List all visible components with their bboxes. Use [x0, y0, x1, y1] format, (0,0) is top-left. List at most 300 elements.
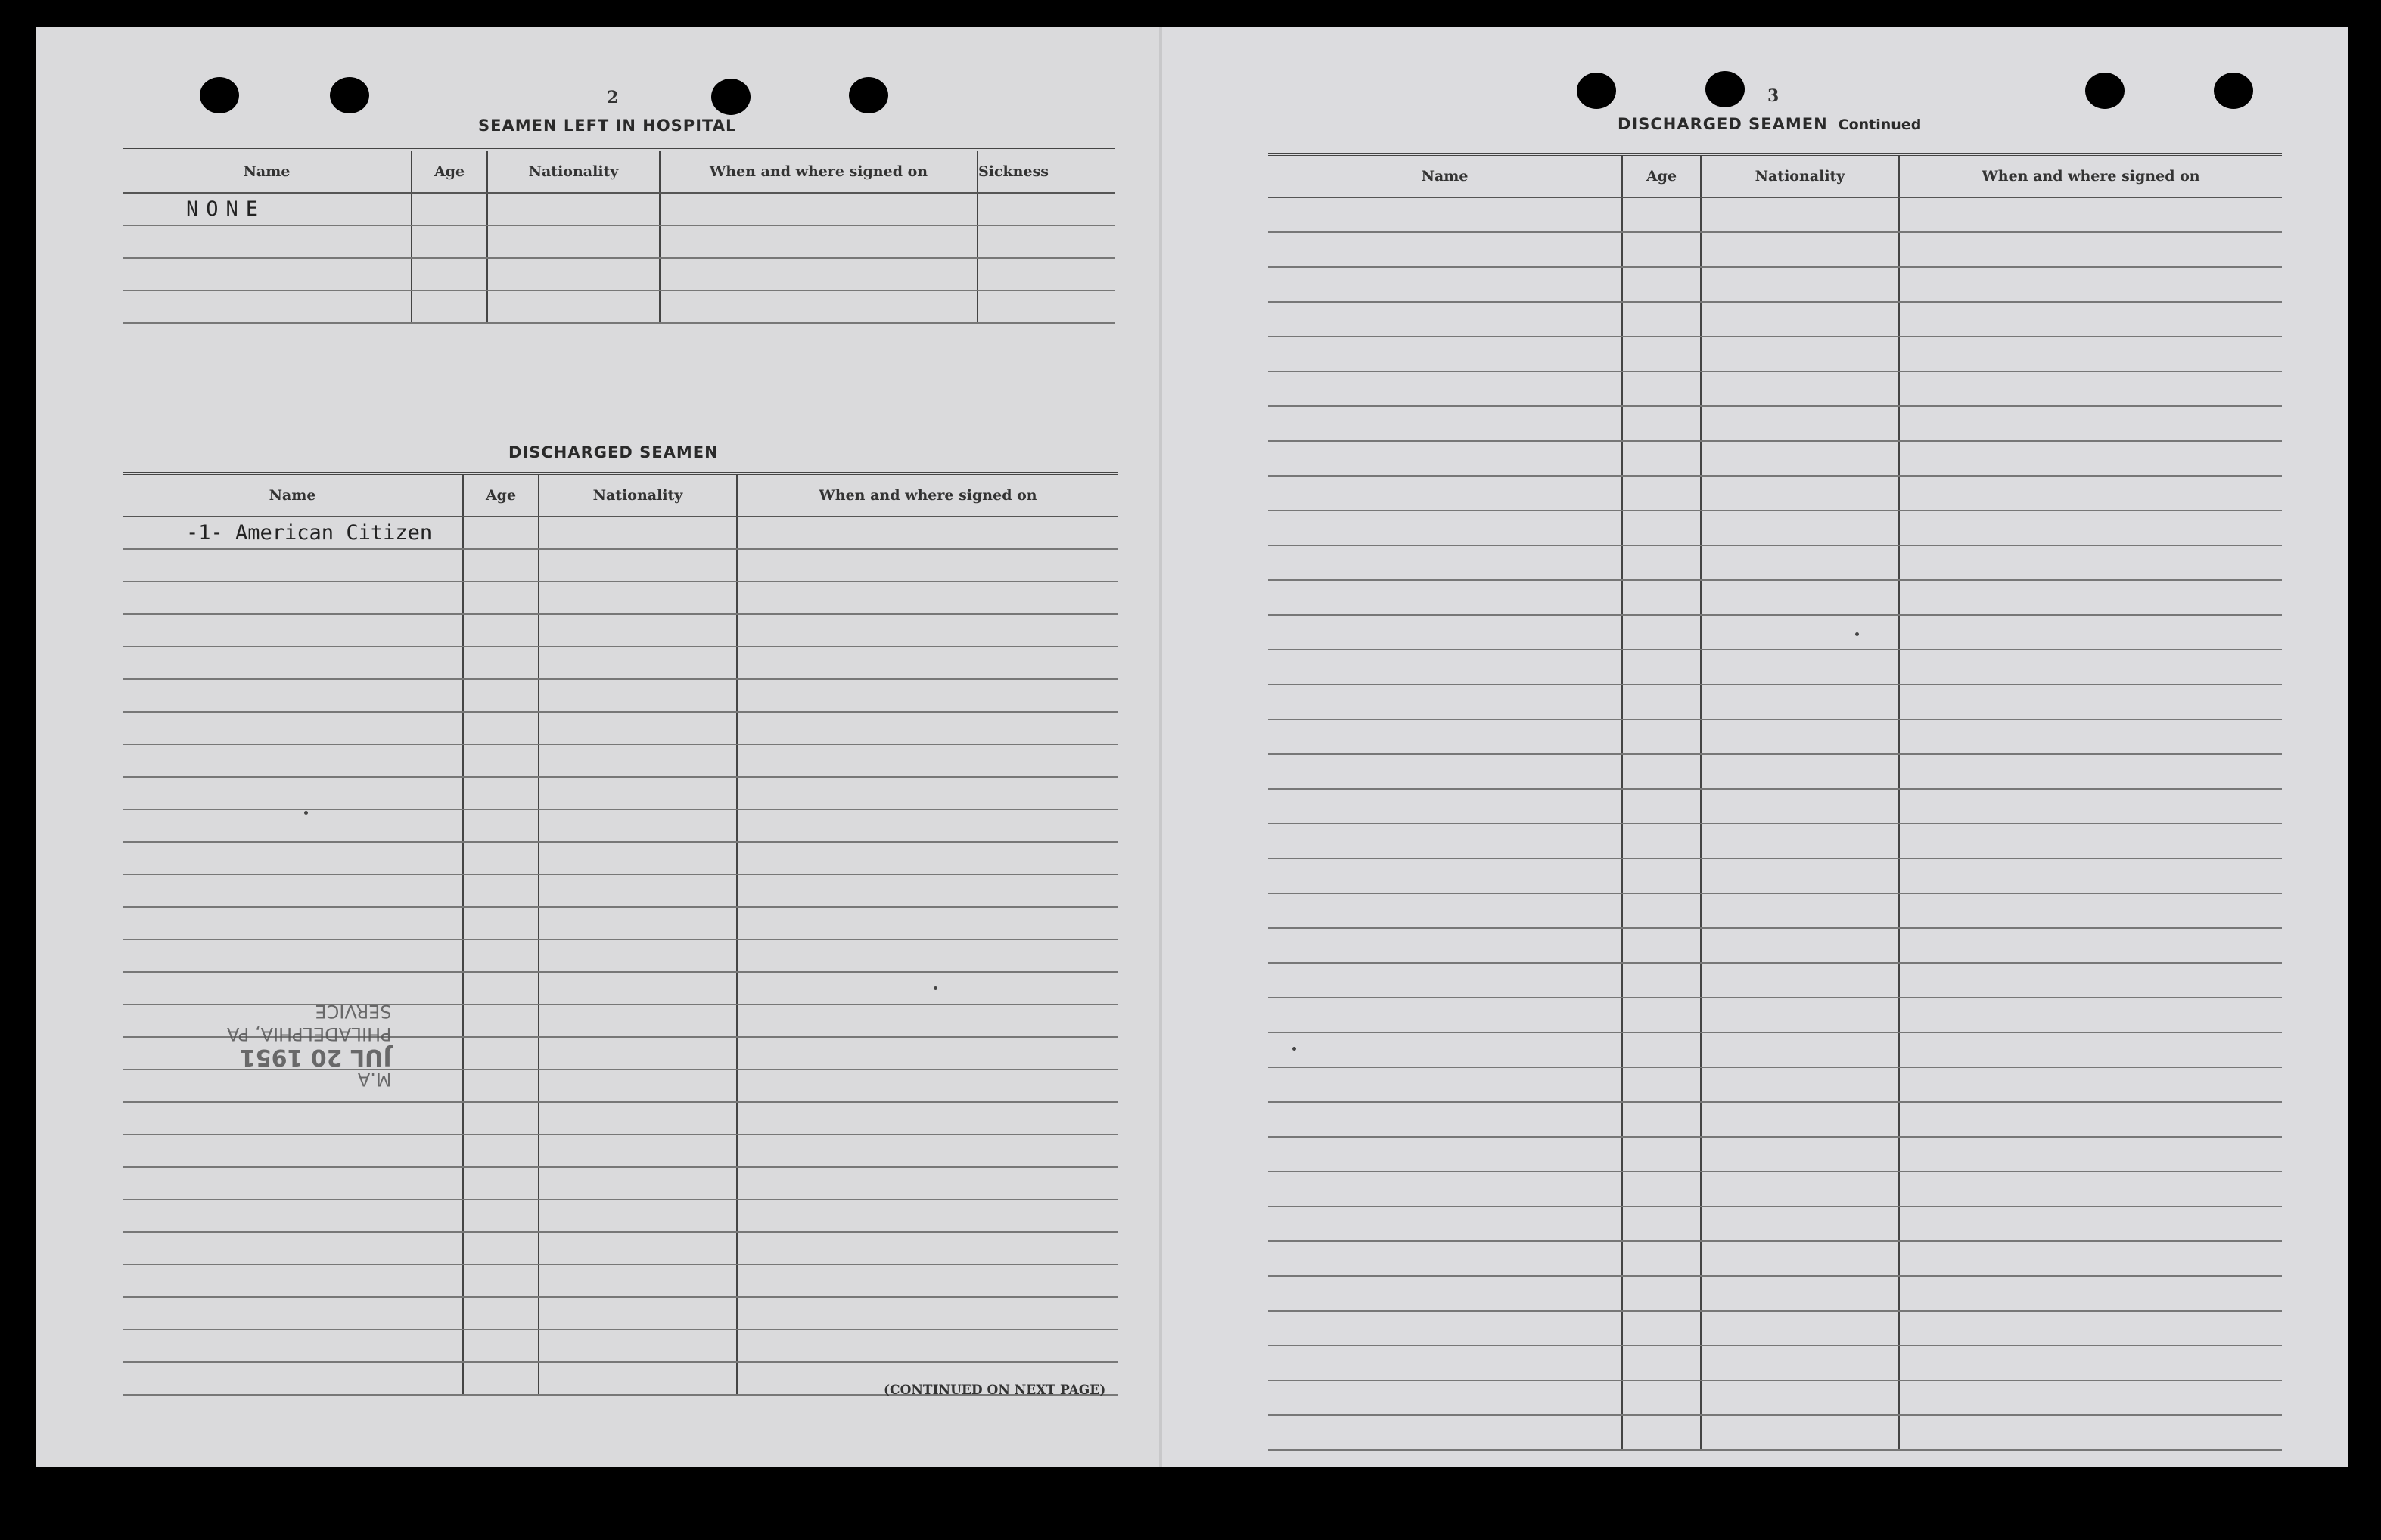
table-cell — [1899, 719, 2282, 754]
table-row — [123, 1167, 1118, 1200]
table-row — [1268, 615, 2282, 650]
table-cell — [1622, 1172, 1701, 1206]
table-cell — [1899, 406, 2282, 441]
table-cell — [1268, 197, 1622, 232]
table-cell — [737, 744, 1118, 777]
table-cell — [539, 679, 737, 712]
table-row — [1268, 545, 2282, 580]
table-cell — [123, 647, 463, 679]
table-cell — [463, 1200, 539, 1232]
table-cell — [1622, 615, 1701, 650]
table-cell — [1622, 1137, 1701, 1172]
table-cell — [539, 939, 737, 972]
table-cell — [1899, 963, 2282, 998]
table-row — [123, 809, 1118, 842]
table-cell — [463, 549, 539, 582]
table-cell — [123, 1297, 463, 1330]
table-cell — [1622, 824, 1701, 858]
discharged-continued-table — [1268, 153, 2282, 1451]
table-row — [1268, 1067, 2282, 1102]
table-cell — [1622, 267, 1701, 302]
table-cell — [1622, 406, 1701, 441]
table-row — [1268, 789, 2282, 824]
table-cell — [737, 809, 1118, 842]
table-cell — [1268, 1102, 1622, 1137]
table-cell — [737, 679, 1118, 712]
table-cell — [737, 712, 1118, 744]
table-cell — [1268, 1346, 1622, 1380]
table-cell — [412, 225, 487, 258]
table-cell — [1899, 1380, 2282, 1415]
table-cell — [463, 679, 539, 712]
table-cell — [1622, 685, 1701, 719]
table-cell — [1268, 441, 1622, 476]
table-cell — [1622, 1102, 1701, 1137]
table-cell — [1268, 580, 1622, 615]
table-cell — [1701, 893, 1899, 928]
table-cell — [123, 874, 463, 907]
table-cell — [1622, 754, 1701, 789]
table-cell — [1622, 302, 1701, 337]
table-cell — [1268, 719, 1622, 754]
table-cell — [463, 1004, 539, 1037]
table-row — [1268, 963, 2282, 998]
table-cell — [737, 647, 1118, 679]
table-cell — [1899, 1311, 2282, 1346]
table-cell — [1701, 267, 1899, 302]
table-cell — [463, 1297, 539, 1330]
table-cell — [123, 939, 463, 972]
table-cell — [737, 842, 1118, 874]
table-cell — [737, 1232, 1118, 1265]
table-cell — [1268, 545, 1622, 580]
table-cell — [1268, 824, 1622, 858]
table-cell — [1701, 685, 1899, 719]
table-cell — [1622, 545, 1701, 580]
table-row — [1268, 476, 2282, 511]
table-cell — [463, 1265, 539, 1297]
table-cell — [463, 1070, 539, 1102]
table-cell — [463, 1362, 539, 1395]
table-cell — [539, 614, 737, 647]
table-cell — [463, 907, 539, 939]
column-header: Age — [1622, 154, 1701, 197]
table-cell — [539, 1070, 737, 1102]
table-cell — [1701, 1102, 1899, 1137]
table-cell — [1268, 928, 1622, 963]
table-cell — [737, 1070, 1118, 1102]
table-cell — [1899, 928, 2282, 963]
table-cell — [1622, 998, 1701, 1032]
table-row — [1268, 1415, 2282, 1450]
table-cell — [1622, 1380, 1701, 1415]
table-cell — [123, 1135, 463, 1167]
table-cell — [1268, 302, 1622, 337]
table-cell — [1899, 267, 2282, 302]
table-cell — [1701, 1172, 1899, 1206]
table-cell — [1268, 1380, 1622, 1415]
table-cell — [1268, 789, 1622, 824]
table-cell — [539, 1265, 737, 1297]
table-cell — [1701, 302, 1899, 337]
table-cell — [1268, 754, 1622, 789]
table-row — [123, 939, 1118, 972]
column-header: Age — [463, 473, 539, 517]
table-cell — [737, 1167, 1118, 1200]
table-row — [123, 549, 1118, 582]
table-header-row — [1268, 154, 2282, 197]
table-cell — [1701, 789, 1899, 824]
table-cell — [1622, 580, 1701, 615]
table-cell — [1701, 580, 1899, 615]
table-cell — [463, 1037, 539, 1070]
table-cell — [539, 517, 737, 549]
table-cell — [1268, 1032, 1622, 1067]
table-row — [123, 1232, 1118, 1265]
table-cell — [1268, 476, 1622, 511]
table-row — [1268, 267, 2282, 302]
table-cell — [1268, 267, 1622, 302]
speck — [934, 986, 937, 990]
table-cell — [539, 972, 737, 1004]
punch-hole — [330, 77, 369, 113]
table-row — [123, 225, 1115, 258]
table-cell — [123, 1102, 463, 1135]
speck — [1292, 1047, 1296, 1051]
table-cell — [1899, 545, 2282, 580]
table-row — [1268, 406, 2282, 441]
table-header-row — [123, 150, 1115, 193]
table-row — [1268, 1380, 2282, 1415]
table-row — [123, 1297, 1118, 1330]
table-cell — [1268, 650, 1622, 685]
table-cell — [539, 712, 737, 744]
table-row — [1268, 232, 2282, 267]
table-row — [123, 744, 1118, 777]
table-cell — [660, 225, 978, 258]
table-cell — [1899, 893, 2282, 928]
table-cell — [737, 1135, 1118, 1167]
table-cell — [1622, 371, 1701, 406]
table-row — [1268, 1241, 2282, 1276]
table-cell — [412, 258, 487, 290]
table-cell — [1701, 858, 1899, 893]
table-cell — [1622, 511, 1701, 545]
table-cell — [1701, 928, 1899, 963]
table-cell — [463, 1167, 539, 1200]
table-cell — [1899, 197, 2282, 232]
table-row — [123, 777, 1118, 809]
table-cell — [539, 1167, 737, 1200]
table-cell — [1622, 1311, 1701, 1346]
table-cell — [1701, 441, 1899, 476]
table-cell — [123, 258, 412, 290]
table-cell — [660, 258, 978, 290]
table-cell — [539, 1135, 737, 1167]
table-row — [123, 907, 1118, 939]
table-cell — [539, 1330, 737, 1362]
table-cell — [1622, 858, 1701, 893]
table-cell — [1268, 337, 1622, 371]
discharged-section-title: DISCHARGED SEAMEN — [508, 443, 719, 461]
table-cell — [1622, 1241, 1701, 1276]
page-number: 2 — [607, 88, 619, 107]
table-cell — [1622, 232, 1701, 267]
table-row — [1268, 511, 2282, 545]
punch-hole — [2214, 73, 2253, 109]
table-cell — [1899, 580, 2282, 615]
table-cell — [539, 1037, 737, 1070]
table-cell — [737, 1102, 1118, 1135]
table-cell — [1899, 1172, 2282, 1206]
table-row — [123, 647, 1118, 679]
table-cell — [539, 1297, 737, 1330]
column-header: Nationality — [1701, 154, 1899, 197]
table-cell — [1701, 650, 1899, 685]
stamp-line: SERVICE — [315, 1001, 392, 1022]
table-cell — [1899, 441, 2282, 476]
table-row — [1268, 893, 2282, 928]
table-cell — [1899, 685, 2282, 719]
table-cell — [123, 907, 463, 939]
table-cell — [1268, 1172, 1622, 1206]
table-cell — [1268, 1067, 1622, 1102]
table-row — [123, 517, 1118, 549]
table-row — [123, 712, 1118, 744]
stamp-line: JUL 20 1951 — [239, 1044, 392, 1070]
table-cell — [660, 290, 978, 323]
table-cell — [1701, 615, 1899, 650]
table-cell — [737, 614, 1118, 647]
table-cell — [123, 712, 463, 744]
table-cell — [463, 874, 539, 907]
table-cell — [1268, 371, 1622, 406]
table-cell — [1622, 441, 1701, 476]
table-cell — [123, 1232, 463, 1265]
table-cell — [1701, 545, 1899, 580]
table-cell — [978, 258, 1115, 290]
table-cell — [737, 1004, 1118, 1037]
table-cell — [123, 1167, 463, 1200]
table-row — [1268, 1276, 2282, 1311]
table-cell — [487, 225, 660, 258]
table-cell — [539, 744, 737, 777]
table-cell — [1899, 1241, 2282, 1276]
table-cell — [1701, 1380, 1899, 1415]
table-cell — [123, 1200, 463, 1232]
table-cell — [737, 907, 1118, 939]
table-cell — [1701, 754, 1899, 789]
table-cell — [1268, 893, 1622, 928]
table-row — [1268, 1311, 2282, 1346]
table-cell — [1268, 1415, 1622, 1450]
table-cell — [737, 1265, 1118, 1297]
table-cell — [463, 712, 539, 744]
table-cell — [737, 972, 1118, 1004]
table-cell — [1622, 197, 1701, 232]
table-row — [1268, 1172, 2282, 1206]
table-cell — [539, 842, 737, 874]
table-cell — [463, 1135, 539, 1167]
postal-stamp — [227, 1000, 392, 1091]
table-cell — [463, 582, 539, 614]
table-cell — [1701, 337, 1899, 371]
table-row — [123, 874, 1118, 907]
table-cell — [1701, 476, 1899, 511]
title-suffix: Continued — [1838, 116, 1922, 133]
punch-hole — [1705, 71, 1745, 107]
table-cell — [123, 290, 412, 323]
table-cell — [487, 258, 660, 290]
table-cell — [1701, 1032, 1899, 1067]
table-row — [123, 1102, 1118, 1135]
speck — [1855, 632, 1859, 636]
column-header: Name — [1268, 154, 1622, 197]
table-cell — [539, 809, 737, 842]
table-cell — [463, 842, 539, 874]
table-cell — [463, 809, 539, 842]
table-row — [1268, 302, 2282, 337]
table-cell — [1899, 476, 2282, 511]
table-cell — [1701, 719, 1899, 754]
table-row — [1268, 824, 2282, 858]
table-row — [123, 290, 1115, 323]
table-cell — [1899, 511, 2282, 545]
table-cell — [123, 809, 463, 842]
table-row — [1268, 1346, 2282, 1380]
table-row — [1268, 441, 2282, 476]
table-cell — [1701, 1206, 1899, 1241]
table-cell — [1268, 615, 1622, 650]
table-cell — [737, 1200, 1118, 1232]
table-row — [123, 1330, 1118, 1362]
table-row — [123, 1265, 1118, 1297]
table-cell — [1899, 650, 2282, 685]
table-cell — [1268, 511, 1622, 545]
table-row — [123, 582, 1118, 614]
table-row — [1268, 1102, 2282, 1137]
table-cell — [463, 647, 539, 679]
table-cell — [1622, 1346, 1701, 1380]
table-row — [123, 258, 1115, 290]
table-cell — [1899, 1346, 2282, 1380]
table-cell — [1268, 1206, 1622, 1241]
discharged-continued-title — [1618, 115, 1921, 133]
table-cell — [1622, 963, 1701, 998]
table-cell — [539, 1200, 737, 1232]
hospital-section-title: SEAMEN LEFT IN HOSPITAL — [478, 116, 737, 135]
table-row — [123, 193, 1115, 225]
table-cell — [1268, 1241, 1622, 1276]
column-header: Name — [123, 473, 463, 517]
table-cell — [123, 1265, 463, 1297]
column-header: Sickness — [978, 150, 1115, 193]
table-cell — [539, 907, 737, 939]
table-cell — [737, 939, 1118, 972]
table-cell — [412, 290, 487, 323]
table-row — [1268, 928, 2282, 963]
table-cell — [123, 549, 463, 582]
table-cell — [123, 1330, 463, 1362]
punch-hole — [2085, 73, 2125, 109]
table-cell — [1268, 858, 1622, 893]
table-cell — [978, 225, 1115, 258]
table-cell — [737, 517, 1118, 549]
table-cell — [1701, 197, 1899, 232]
table-cell — [978, 193, 1115, 225]
page-fold — [1159, 27, 1162, 1467]
table-row — [1268, 998, 2282, 1032]
table-cell — [737, 874, 1118, 907]
table-cell — [487, 193, 660, 225]
discharged-table — [123, 472, 1118, 1396]
table-cell — [539, 549, 737, 582]
table-cell — [1899, 232, 2282, 267]
table-cell — [1622, 719, 1701, 754]
table-cell — [1622, 893, 1701, 928]
table-row — [1268, 719, 2282, 754]
table-row — [1268, 197, 2282, 232]
table-cell — [1622, 650, 1701, 685]
table-row — [123, 1200, 1118, 1232]
table-cell — [1899, 998, 2282, 1032]
punch-hole — [200, 77, 239, 113]
punch-hole — [711, 79, 751, 115]
table-cell — [1701, 963, 1899, 998]
table-cell — [1899, 1137, 2282, 1172]
table-row — [1268, 685, 2282, 719]
table-header-row — [123, 473, 1118, 517]
column-header: When and where signed on — [1899, 154, 2282, 197]
table-cell — [1268, 998, 1622, 1032]
table-cell — [1701, 1067, 1899, 1102]
table-row — [1268, 754, 2282, 789]
column-header: When and where signed on — [660, 150, 978, 193]
table-cell — [1701, 1415, 1899, 1450]
table-cell — [463, 939, 539, 972]
table-cell — [1701, 1346, 1899, 1380]
table-cell — [1899, 858, 2282, 893]
table-cell — [1701, 824, 1899, 858]
table-cell — [1701, 232, 1899, 267]
table-cell — [1899, 1206, 2282, 1241]
table-cell — [1622, 1276, 1701, 1311]
table-cell — [463, 1232, 539, 1265]
table-cell — [123, 1362, 463, 1395]
table-cell — [1899, 754, 2282, 789]
table-cell — [1622, 1206, 1701, 1241]
table-cell — [123, 679, 463, 712]
table-cell — [539, 874, 737, 907]
table-cell — [539, 582, 737, 614]
table-cell — [123, 582, 463, 614]
table-row — [1268, 1206, 2282, 1241]
table-cell — [737, 1330, 1118, 1362]
punch-hole — [1577, 73, 1616, 109]
table-cell — [123, 777, 463, 809]
table-cell — [1622, 928, 1701, 963]
table-cell — [1701, 371, 1899, 406]
table-row — [1268, 1032, 2282, 1067]
table-cell — [463, 777, 539, 809]
table-cell — [1899, 1067, 2282, 1102]
continued-footer: (CONTINUED ON NEXT PAGE) — [884, 1383, 1106, 1398]
table-cell — [1899, 1276, 2282, 1311]
table-cell — [1622, 1067, 1701, 1102]
table-cell — [1268, 685, 1622, 719]
table-cell — [463, 1102, 539, 1135]
hospital-table — [123, 148, 1115, 324]
